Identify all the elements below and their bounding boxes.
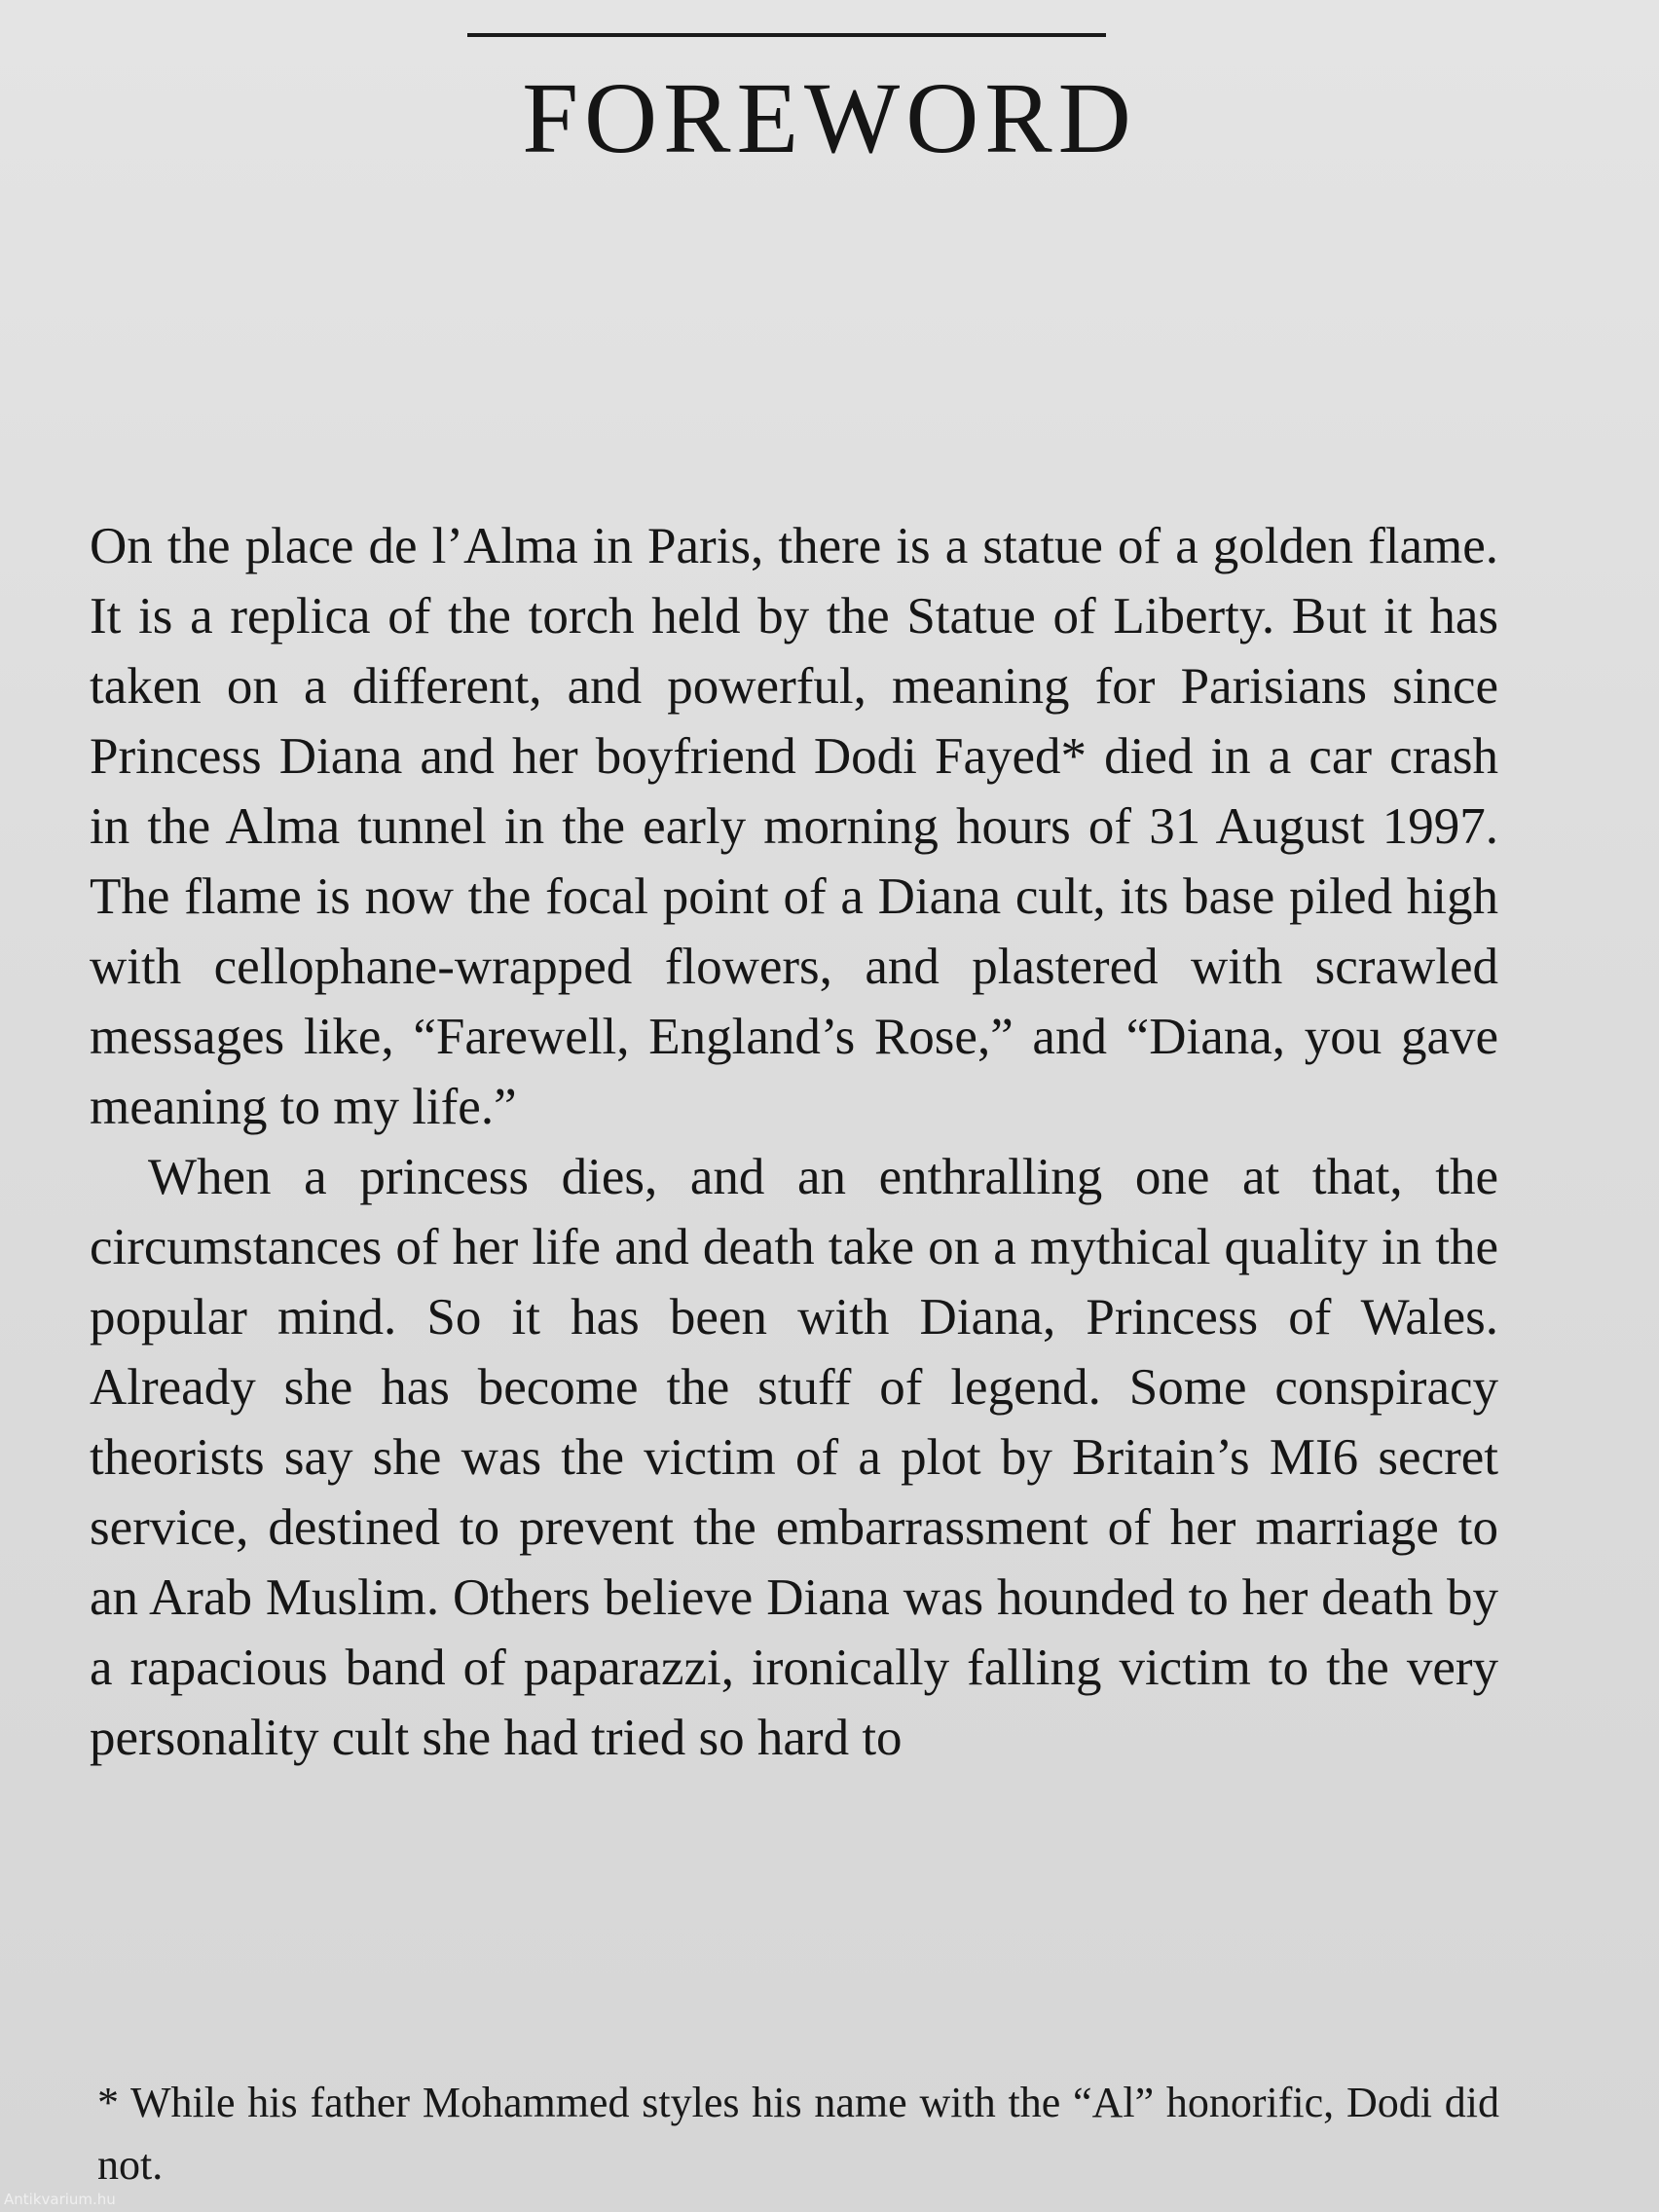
body-text [90,511,1498,1773]
title-rule [467,33,1106,37]
watermark: Antikvarium.hu [4,2191,116,2208]
paragraph-1: On the place de l’Alma in Paris, there is a statue of a golden flame. It is a replica of the torch held by the Statue of Liberty. But it has taken on a different, and powerful, meaning for Parisians since Princess Diana and her boyfriend Dodi Fayed* died in a car crash in the Alma tunnel in the early morning hours of 31 August 1997. The flame is now the focal point of a Diana cult, its base piled high with cellophane-wrapped flowers, and plastered with scrawled messages like, “Farewell, England’s Rose,” and “Diana, you gave meaning to my life.” [90,518,1498,1135]
chapter-title: FOREWORD [522,62,1137,174]
footnote: * While his father Mohammed styles his name with the “Al” honorific, Dodi did not. [97,2079,1499,2189]
paragraph-2: When a princess dies, and an enthralling one at that, the circumstances of her life and death take on a mythical quality in the popular mind. So it has been with Diana, Princess of Wales. Already she has become the stuff of legend. Some conspiracy theorists say she was the victim of a plot by Britain’s MI6 secret service, destined to prevent the embarrassment of her marriage to an Arab Muslim. Others believe Diana was hounded to her death by a rapacious band of paparazzi, ironically falling victim to the very personality cult she had tried so hard to [90,1149,1498,1766]
